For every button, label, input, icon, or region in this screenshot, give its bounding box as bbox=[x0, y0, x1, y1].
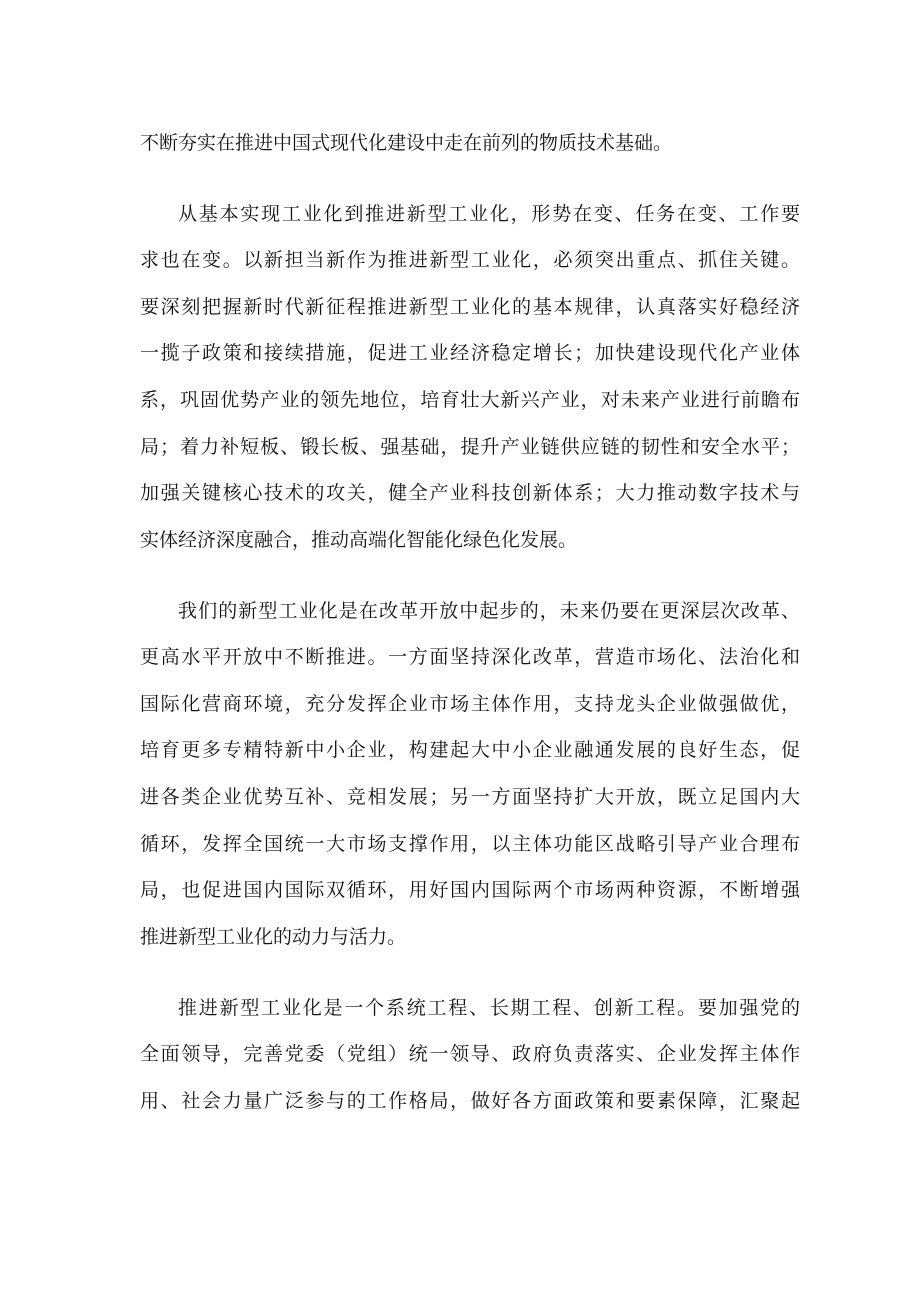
body-text-line: 国际化营商环境，充分发挥企业市场主体作用，支持龙头企业做强做优， bbox=[140, 693, 800, 715]
body-text-line: 系，巩固优势产业的领先地位，培育壮大新兴产业，对未来产业进行前瞻布 bbox=[140, 389, 800, 411]
body-text-line: 我们的新型工业化是在改革开放中起步的，未来仍要在更深层次改革、 bbox=[178, 600, 800, 622]
body-text-line: 一揽子政策和接续措施，促进工业经济稳定增长；加快建设现代化产业体 bbox=[140, 342, 800, 364]
body-text-line: 更高水平开放中不断推进。一方面坚持深化改革，营造市场化、法治化和 bbox=[140, 646, 800, 668]
body-text-line: 求也在变。以新担当新作为推进新型工业化，必须突出重点、抓住关键。 bbox=[140, 249, 800, 271]
body-text-line: 培育更多专精特新中小企业，构建起大中小企业融通发展的良好生态，促 bbox=[140, 739, 800, 761]
body-text-line: 不断夯实在推进中国式现代化建设中走在前列的物质技术基础。 bbox=[140, 132, 673, 154]
body-text-line: 局；着力补短板、锻长板、强基础，提升产业链供应链的韧性和安全水平； bbox=[140, 436, 800, 458]
body-text-line: 实体经济深度融合，推动高端化智能化绿色化发展。 bbox=[140, 529, 578, 551]
body-text-line: 从基本实现工业化到推进新型工业化，形势在变、任务在变、工作要 bbox=[178, 203, 800, 225]
body-text-line: 要深刻把握新时代新征程推进新型工业化的基本规律，认真落实好稳经济 bbox=[140, 296, 800, 318]
body-text-line: 用、社会力量广泛参与的工作格局，做好各方面政策和要素保障，汇聚起 bbox=[140, 1090, 800, 1112]
body-text-line: 推进新型工业化的动力与活力。 bbox=[140, 926, 407, 948]
body-text-line: 进各类企业优势互补、竞相发展；另一方面坚持扩大开放，既立足国内大 bbox=[140, 786, 800, 808]
body-text-line: 推进新型工业化是一个系统工程、长期工程、创新工程。要加强党的 bbox=[178, 997, 800, 1019]
body-text-line: 循环，发挥全国统一大市场支撑作用，以主体功能区战略引导产业合理布 bbox=[140, 833, 800, 855]
body-text-line: 全面领导，完善党委（党组）统一领导、政府负责落实、企业发挥主体作 bbox=[140, 1043, 800, 1065]
body-text-line: 局，也促进国内国际双循环，用好国内国际两个市场两种资源，不断增强 bbox=[140, 879, 800, 901]
body-text-line: 加强关键核心技术的攻关，健全产业科技创新体系；大力推动数字技术与 bbox=[140, 482, 800, 504]
